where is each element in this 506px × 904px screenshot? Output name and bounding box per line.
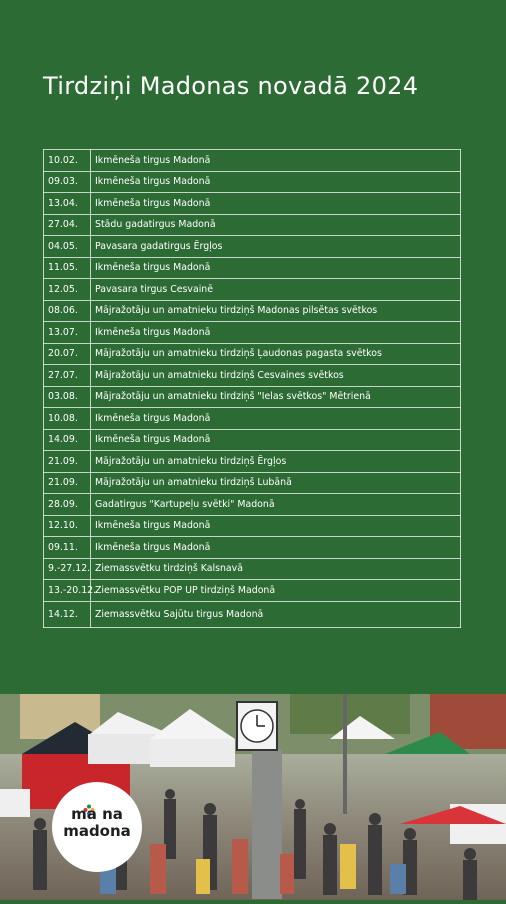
event-date: 21.09.: [44, 451, 91, 473]
event-name: Stādu gadatirgus Madonā: [91, 214, 461, 236]
event-date: 21.09.: [44, 472, 91, 494]
event-name: Mājražotāju un amatnieku tirdziņš Ļaudonas pagasta svētkos: [91, 343, 461, 365]
event-name: Ziemassvētku tirdziņš Kalsnavā: [91, 558, 461, 580]
madona-logo: [52, 782, 142, 872]
table-row: [44, 451, 461, 473]
table-row: [44, 429, 461, 451]
event-name: Pavasara tirgus Cesvainē: [91, 279, 461, 301]
event-name: Ikmēneša tirgus Madonā: [91, 408, 461, 430]
event-date: 14.12.: [44, 601, 91, 627]
event-date: 09.03.: [44, 171, 91, 193]
event-date: 12.10.: [44, 515, 91, 537]
event-name: Ziemassvētku POP UP tirdziņš Madonā: [91, 580, 461, 602]
event-name: Pavasara gadatirgus Ērgļos: [91, 236, 461, 258]
event-date: 27.07.: [44, 365, 91, 387]
event-date: 13.-20.12.: [44, 580, 91, 602]
table-row: [44, 279, 461, 301]
table-row: [44, 386, 461, 408]
event-date: 04.05.: [44, 236, 91, 258]
table-row: [44, 236, 461, 258]
event-name: Gadatirgus "Kartupeļu svētki" Madonā: [91, 494, 461, 516]
event-date: 09.11.: [44, 537, 91, 559]
table-row: [44, 601, 461, 627]
table-row: [44, 150, 461, 172]
event-name: Ikmēneša tirgus Madonā: [91, 537, 461, 559]
table-row: [44, 515, 461, 537]
event-date: 20.07.: [44, 343, 91, 365]
event-name: Mājražotāju un amatnieku tirdziņš Cesvaines svētkos: [91, 365, 461, 387]
table-row: [44, 472, 461, 494]
event-name: Ikmēneša tirgus Madonā: [91, 150, 461, 172]
table-row: [44, 365, 461, 387]
event-date: 28.09.: [44, 494, 91, 516]
logo-line-1: ma na: [71, 805, 123, 823]
table-row: [44, 343, 461, 365]
event-name: Ikmēneša tirgus Madonā: [91, 515, 461, 537]
event-name: Ikmēneša tirgus Madonā: [91, 322, 461, 344]
event-date: 13.07.: [44, 322, 91, 344]
event-date: 14.09.: [44, 429, 91, 451]
table-row: [44, 300, 461, 322]
event-date: 08.06.: [44, 300, 91, 322]
event-date: 27.04.: [44, 214, 91, 236]
event-name: Mājražotāju un amatnieku tirdziņš Madonas pilsētas svētkos: [91, 300, 461, 322]
table-row: [44, 193, 461, 215]
table-row: [44, 580, 461, 602]
event-date: 9.-27.12.: [44, 558, 91, 580]
event-date: 11.05.: [44, 257, 91, 279]
table-row: [44, 408, 461, 430]
event-name: Ikmēneša tirgus Madonā: [91, 193, 461, 215]
table-row: [44, 537, 461, 559]
event-date: 03.08.: [44, 386, 91, 408]
table-row: [44, 214, 461, 236]
table-row: [44, 257, 461, 279]
event-name: Ikmēneša tirgus Madonā: [91, 429, 461, 451]
event-name: Ikmēneša tirgus Madonā: [91, 171, 461, 193]
event-date: 10.08.: [44, 408, 91, 430]
page-title: Tirdziņi Madonas novadā 2024: [43, 72, 419, 100]
table-row: [44, 494, 461, 516]
event-date: 12.05.: [44, 279, 91, 301]
event-name: Mājražotāju un amatnieku tirdziņš Lubānā: [91, 472, 461, 494]
events-table: [43, 149, 461, 628]
table-row: [44, 171, 461, 193]
event-name: Mājražotāju un amatnieku tirdziņš Ērgļos: [91, 451, 461, 473]
event-name: Ziemassvētku Sajūtu tirgus Madonā: [91, 601, 461, 627]
table-row: [44, 558, 461, 580]
event-date: 10.02.: [44, 150, 91, 172]
table-row: [44, 322, 461, 344]
event-name: Ikmēneša tirgus Madonā: [91, 257, 461, 279]
logo-line-2: madona: [63, 822, 131, 840]
event-name: Mājražotāju un amatnieku tirdziņš "Ielas svētkos" Mētrienā: [91, 386, 461, 408]
event-date: 13.04.: [44, 193, 91, 215]
